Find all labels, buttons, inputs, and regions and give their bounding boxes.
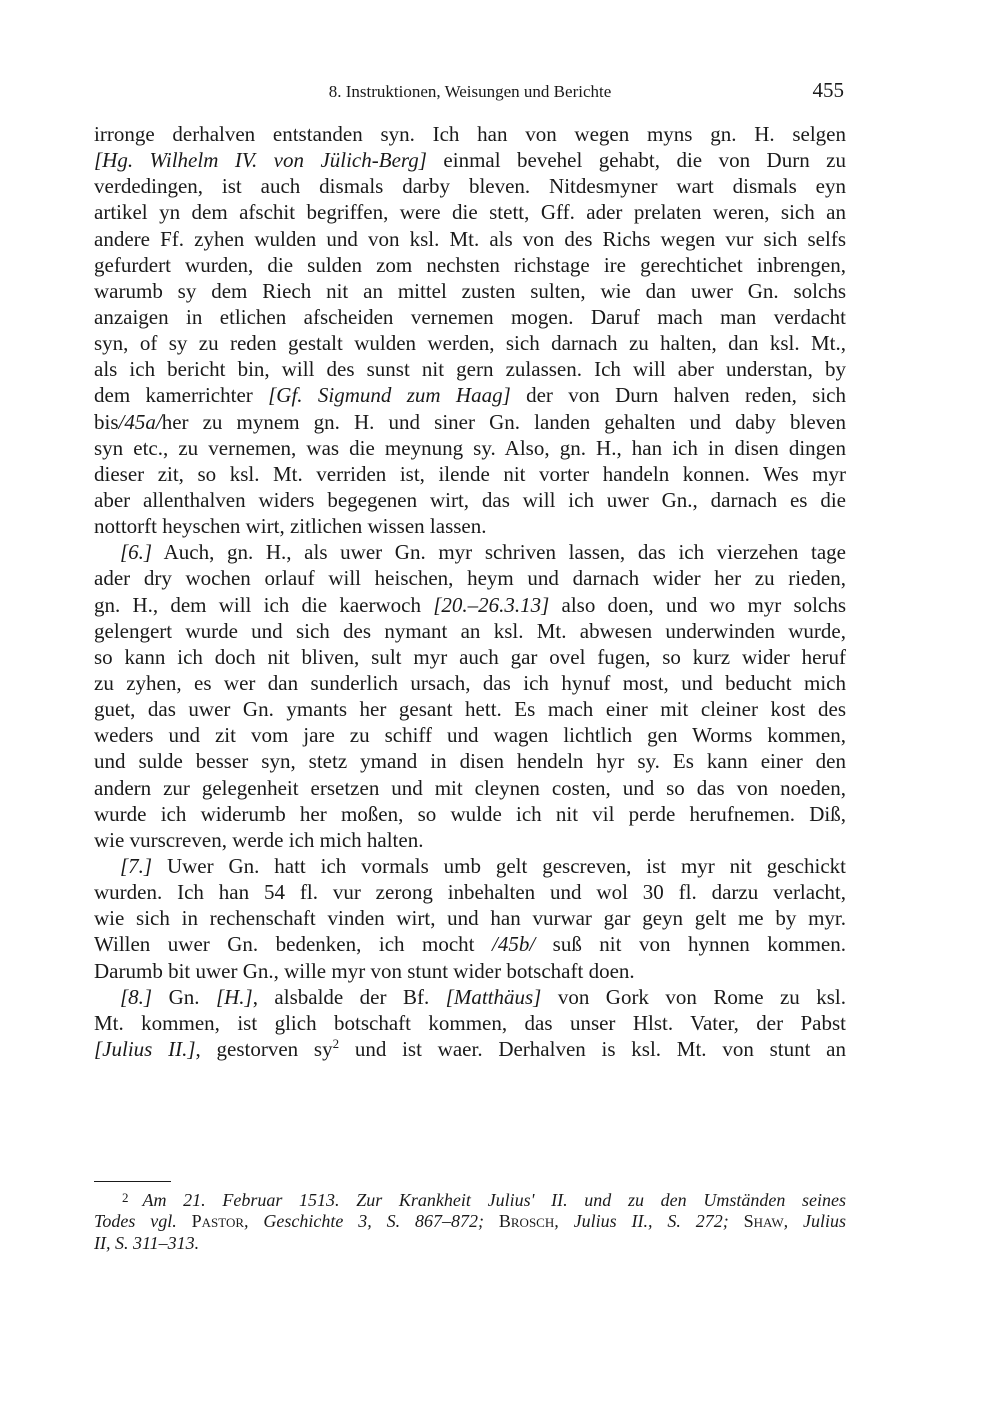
editorial-note: [Matthäus] xyxy=(445,984,542,1009)
footnote-reference[interactable]: 2 xyxy=(332,1035,340,1051)
text-run: irronge derhalven entstanden syn. Ich han von wegen myns gn. H. selgen xyxy=(94,122,846,146)
text-line xyxy=(94,931,846,957)
text-line xyxy=(94,513,846,539)
text-run: Darumb bit uwer Gn., wille myr von stunt wider botschaft doen. xyxy=(94,958,635,983)
text-line xyxy=(94,252,846,278)
folio-mark: /45b/ xyxy=(491,932,536,957)
text-run: syn etc., zu vernemen, was die meynung sy. Also, gn. H., han ich in disen dingen xyxy=(94,435,846,460)
text-run: wurden. Ich han 54 fl. vur zerong inbehalten und wol 30 fl. darzu verlacht, xyxy=(94,880,846,905)
text-line xyxy=(94,775,846,801)
text-run: Am 21. Februar 1513. Zur Krankheit Julius' II. und zu den Umständen seines xyxy=(142,1190,846,1210)
text-run: , gestorven sy xyxy=(195,1036,333,1061)
text-run: Todes vgl. xyxy=(94,1210,192,1231)
text-line xyxy=(94,226,846,252)
text-run: Uwer Gn. hatt ich vormals umb gelt gescreven, ist myr nit geschickt xyxy=(152,853,846,878)
text-run: wie vurscreven, werde ich mich halten. xyxy=(94,827,424,852)
text-run: bis xyxy=(94,409,119,434)
text-line xyxy=(94,618,846,644)
text-run: andere Ff. zyhen wulden und von ksl. Mt. als von des Richs wegen vur sich selfs xyxy=(94,226,846,251)
text-run: gelengert wurde und sich des nymant an ksl. Mt. abwesen underwinden wurde, xyxy=(94,618,846,643)
text-line xyxy=(94,461,846,487)
author-name: Brosch xyxy=(498,1210,555,1231)
text-line xyxy=(94,173,846,199)
editorial-note: [20.–26.3.13] xyxy=(433,592,550,617)
text-line xyxy=(94,905,846,931)
text-run: wie sich in rechenschaft vinden wirt, und han vurwar gar geyn gelt me by myr. xyxy=(94,906,846,931)
text-run: und ist waer. Derhalven is ksl. Mt. von stunt an xyxy=(339,1036,846,1061)
text-run: Willen uwer Gn. bedenken, ich mocht xyxy=(94,932,492,957)
text-run: Mt. kommen, ist glich botschaft kommen, das unser Hlst. Vater, der Pabst xyxy=(94,1010,846,1035)
text-line xyxy=(94,748,846,774)
text-run: Gn. xyxy=(152,984,216,1009)
text-line xyxy=(94,958,846,984)
text-line xyxy=(94,356,846,382)
text-line xyxy=(94,147,846,173)
text-line xyxy=(94,304,846,330)
page-number: 455 xyxy=(812,78,844,102)
section-number: [7.] xyxy=(120,853,153,878)
text-run: andern zur gelegenheit ersetzen und mit cleynen costen, und so das von noeden, xyxy=(94,775,846,800)
text-run: wurde ich widerumb her moßen, so wulde ich nit vil perde herufnemen. Diß, xyxy=(94,801,846,826)
text-run: gn. H., dem will ich die kaerwoch xyxy=(94,592,434,617)
text-run: als ich bericht bin, will des sunst nit gern zulassen. Ich will aber understan, by xyxy=(94,357,846,382)
text-run: II, S. 311–313. xyxy=(94,1233,200,1253)
text-line xyxy=(94,670,846,696)
text-run: suß nit von hynnen kommen. xyxy=(535,932,846,957)
editorial-note: [Hg. Wilhelm IV. von Jülich-Berg] xyxy=(94,148,427,173)
section-number: [6.] xyxy=(120,540,153,565)
text-run: einmal bevehel gehabt, die von Durn zu xyxy=(426,148,846,173)
footnotes xyxy=(94,1187,846,1255)
text-run: zu zyhen, es wer dan sunderlich ursach, das ich hynuf most, und beducht mich xyxy=(94,670,846,695)
running-title: 8. Instruktionen, Weisungen und Berichte xyxy=(328,82,612,101)
text-line xyxy=(94,1036,846,1062)
text-line xyxy=(94,644,846,670)
editorial-note: [H.] xyxy=(215,984,253,1009)
running-header xyxy=(94,78,846,106)
footnote-line xyxy=(94,1232,846,1255)
text-line xyxy=(94,801,846,827)
text-run: dieser zit, so ksl. Mt. verriden ist, ilende nit vorter handeln konnen. Wes myr xyxy=(94,461,846,486)
text-line xyxy=(94,879,846,905)
text-line xyxy=(94,330,846,356)
text-line xyxy=(94,827,846,853)
footnote-mark: 2 xyxy=(122,1190,129,1205)
editorial-note: [Gf. Sigmund zum Haag] xyxy=(268,383,511,408)
text-line xyxy=(94,278,846,304)
text-line xyxy=(94,565,846,591)
text-line xyxy=(94,382,846,408)
text-run: weders und zit vom jare zu schiff und wagen lichtlich gen Worms kommen, xyxy=(94,723,846,748)
text-run: verdedingen, ist auch dismals darby bleven. Nitdesmyner wart dismals eyn xyxy=(94,174,846,199)
section-number: [8.] xyxy=(120,984,153,1009)
text-run: aber allenthalven widers begegenen wirt, das will ich uwer Gn., darnach es die xyxy=(94,487,846,512)
main-text xyxy=(94,121,846,1062)
text-line xyxy=(94,409,846,435)
text-run: syn, of sy zu reden gestalt wulden werden, sich darnach zu halten, dan ksl. Mt., xyxy=(94,331,846,356)
text-run: und sulde besser syn, stetz ymand in disen hendeln hyr sy. Es kann einer den xyxy=(94,749,846,774)
author-name: Shaw xyxy=(743,1210,784,1231)
text-run: ader dry wochen orlauf will heischen, heym und darnach wider her zu rieden, xyxy=(94,566,846,591)
text-run: , alsbalde der Bf. xyxy=(252,984,446,1009)
text-run: her zu mynem gn. H. und siner Gn. landen gehalten und daby bleven xyxy=(161,409,846,434)
text-run: warumb sy dem Riech nit an mittel zusten sulten, wie dan uwer Gn. solchs xyxy=(94,278,846,303)
text-run: der von Durn halven reden, sich xyxy=(510,383,846,408)
text-line xyxy=(94,435,846,461)
text-run: gefurdert wurden, die sulden zom nechsten richstage ire gerechtichet inbrengen, xyxy=(94,252,846,277)
text-line xyxy=(94,1010,846,1036)
footnote-line xyxy=(94,1210,846,1233)
editorial-note: [Julius II.] xyxy=(94,1036,196,1061)
folio-mark: /45a/ xyxy=(118,409,162,434)
text-run: , Julius xyxy=(783,1210,847,1231)
text-line xyxy=(94,984,846,1010)
text-run: artikel yn dem afschit begriffen, were die stett, Gff. ader prelaten weren, sich an xyxy=(94,200,846,225)
text-run: , Julius II., S. 272; xyxy=(554,1210,744,1231)
text-line xyxy=(94,539,846,565)
footnote-divider xyxy=(94,1181,171,1182)
text-run: also doen, und wo myr solchs xyxy=(549,592,846,617)
text-run: dem kamerrichter xyxy=(94,383,269,408)
text-line xyxy=(94,696,846,722)
text-line xyxy=(94,199,846,225)
text-line xyxy=(94,853,846,879)
text-line xyxy=(94,121,846,147)
text-run: , Geschichte 3, S. 867–872; xyxy=(244,1210,499,1231)
text-run: so kann ich doch nit bliven, sult myr auch gar ovel fugen, so kurz wider heruf xyxy=(94,644,846,669)
author-name: Pastor xyxy=(191,1210,245,1231)
text-run: anzaigen in etlichen afscheiden vernemen mogen. Daruf mach man verdacht xyxy=(94,304,846,329)
text-line xyxy=(94,722,846,748)
text-run: nottorft heyschen wirt, zitlichen wissen lassen. xyxy=(94,514,487,539)
text-run: Auch, gn. H., als uwer Gn. myr schriven lassen, das ich vierzehen tage xyxy=(152,540,846,565)
footnote-line xyxy=(94,1187,846,1210)
text-line xyxy=(94,487,846,513)
text-run: guet, das uwer Gn. ymants her gesant hett. Es mach einer mit cleiner kost des xyxy=(94,697,846,722)
text-line xyxy=(94,592,846,618)
text-run: von Gork von Rome zu ksl. xyxy=(541,984,846,1009)
